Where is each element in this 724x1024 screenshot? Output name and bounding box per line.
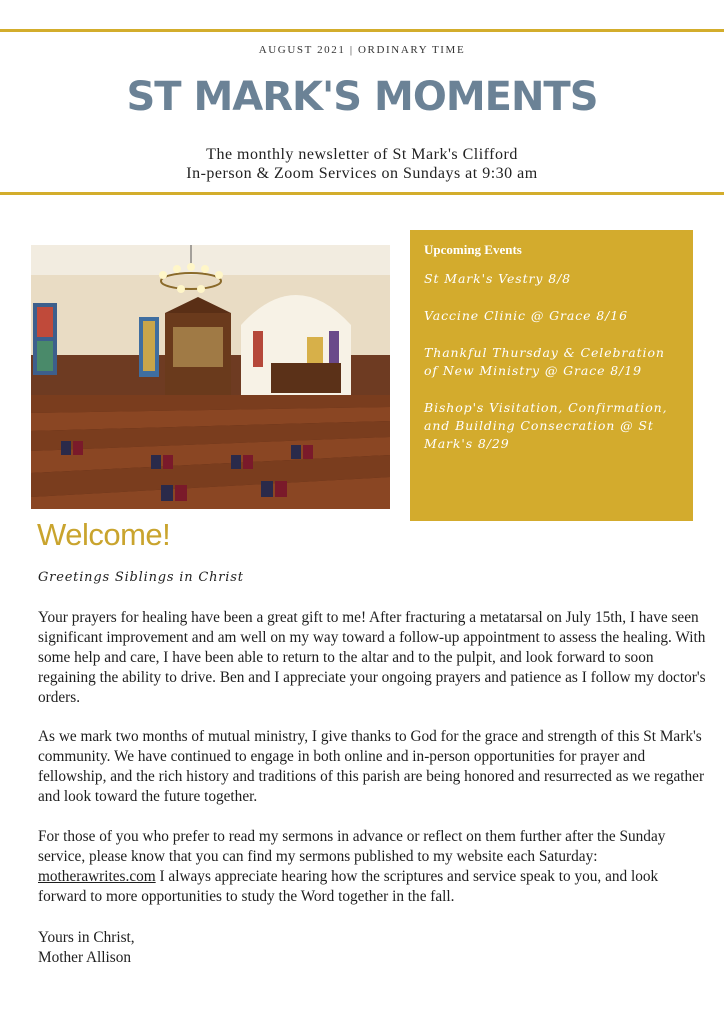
newsletter-subtitle <box>0 145 724 183</box>
website-link[interactable]: motherawrites.com <box>38 868 156 885</box>
p3-text-before: For those of you who prefer to read my sermons in advance or reflect on them further after the Sunday service, please know that you can find my sermons published to my website each Saturday: <box>38 828 666 865</box>
p3-text-after: I always appreciate hearing how the scriptures and service speak to you, and look forward to more opportunities to study the Word together in the fall. <box>38 868 659 905</box>
top-divider <box>0 29 724 32</box>
church-interior-photo <box>31 245 390 509</box>
subtitle-line-2: In-person & Zoom Services on Sundays at 9:30 am <box>186 165 538 182</box>
signature: Mother Allison <box>38 949 132 966</box>
newsletter-title: ST MARK'S MOMENTS <box>126 74 598 120</box>
closing: Yours in Christ, <box>38 929 135 946</box>
event-item: St Mark's Vestry 8/8 <box>424 271 572 286</box>
events-heading: Upcoming Events <box>424 242 522 257</box>
dateline: AUGUST 2021 | ORDINARY TIME <box>258 44 466 56</box>
welcome-heading: Welcome! <box>37 517 171 552</box>
letter-paragraph-1: Your prayers for healing have been a great gift to me! After fracturing a metatarsal on July 15th, I have seen significant improvement and am well on my way toward a follow-up appointment to assess the healing. With some help and care, I have been able to return to the altar and to the pulpit, and look forward to soon regaining the ability to drive. Ben and I appreciate your ongoing prayers and patience as I follow my doctor's orders. <box>38 609 706 706</box>
subtitle-line-1: The monthly newsletter of St Mark's Clifford <box>206 146 518 163</box>
header-bottom-divider <box>0 192 724 195</box>
greeting: Greetings Siblings in Christ <box>38 570 244 585</box>
letter-paragraph-2: As we mark two months of mutual ministry, I give thanks to God for the grace and strength of this St Mark's community. We have continued to engage in both online and in-person opportunities for prayer and fellowship, and the rich history and traditions of this parish are being honored and resurrected as we regather and look toward the future together. <box>38 728 705 805</box>
event-item: Thankful Thursday & Celebration of New Ministry @ Grace 8/19 <box>424 345 665 378</box>
event-item: Bishop's Visitation, Confirmation, and Building Consecration @ St Mark's 8/29 <box>424 400 668 451</box>
upcoming-events-panel <box>410 230 693 521</box>
signoff <box>38 928 135 968</box>
event-item: Vaccine Clinic @ Grace 8/16 <box>424 308 628 323</box>
letter-paragraph-3 <box>38 827 706 907</box>
